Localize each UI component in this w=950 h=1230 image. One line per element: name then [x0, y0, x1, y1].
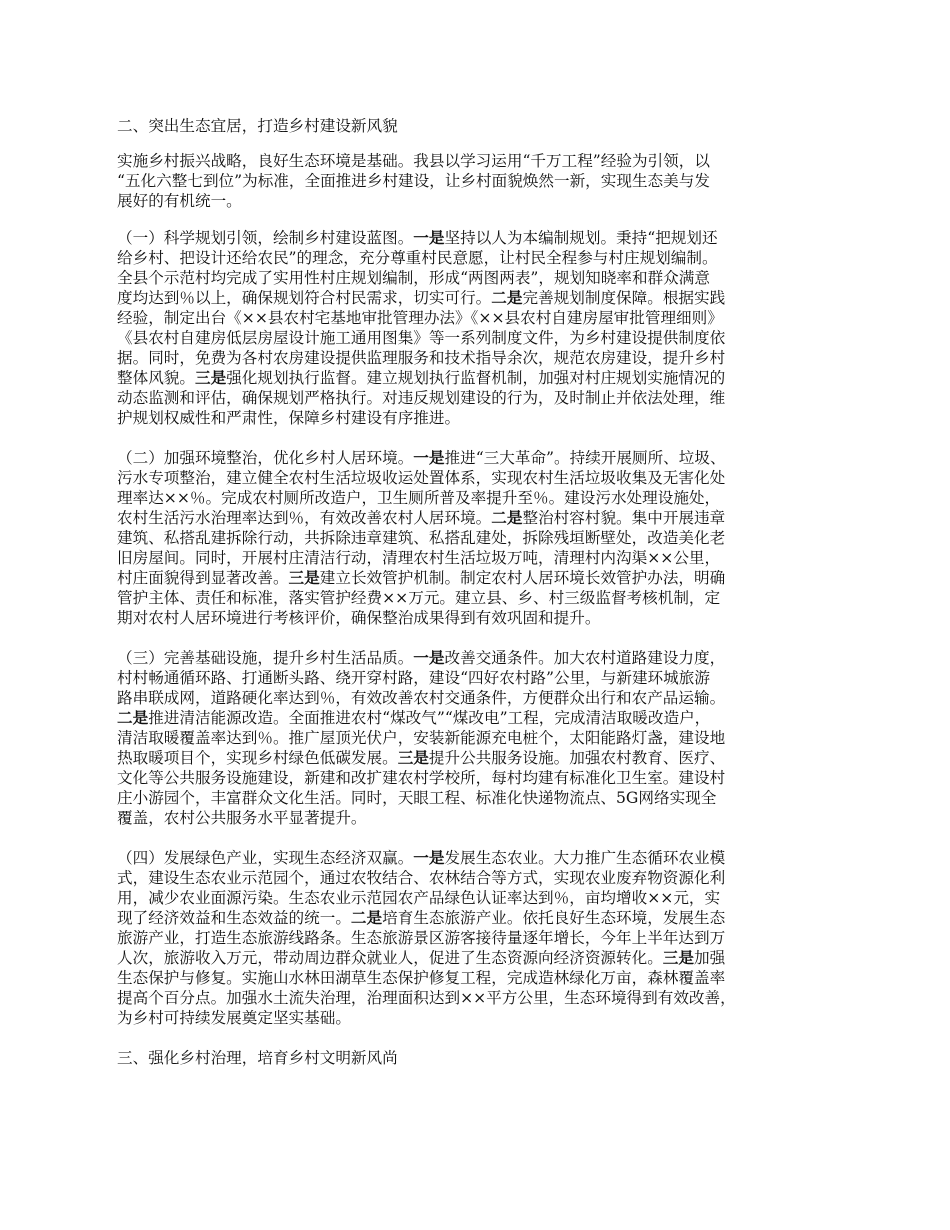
paragraph-line: [117, 908, 725, 928]
paragraph-text: 建立长效管护机制。制定农村人居环境长效管护办法，明确: [319, 569, 726, 587]
emphasis-marker: 二是: [491, 508, 523, 527]
paragraph-line: 给乡村、把设计还给农民”的理念，充分尊重村民意愿，让村民全程参与村庄规划编制。: [117, 249, 718, 267]
paragraph-line: 旧房屋间。同时，开展村庄清洁行动，清理农村生活垃圾万吨，清理村内沟渠××公里，: [117, 549, 721, 567]
subsection-title: （二）加强环境整治，优化乡村人居环境。: [117, 449, 414, 467]
section-heading: 三、强化乡村治理，培育乡村文明新风尚: [117, 1049, 398, 1067]
paragraph-text: 村庄面貌得到显著改善。: [117, 569, 289, 587]
paragraph-text: 坚持以人为本编制规划。秉持“把规划还: [444, 229, 718, 247]
paragraph-line: 《县农村自建房低层房屋设计施工通用图集》等一系列制度文件，为乡村建设提供制度依: [117, 329, 726, 347]
paragraph-text: 强化规划执行监督。建立规划执行监督机制，加强对村庄规划实施情况的: [226, 369, 726, 387]
emphasis-marker: 二是: [491, 288, 523, 307]
paragraph-line: 据。同时，免费为各村农房建设提供监理服务和技术指导余次，规范农房建设，提升乡村: [117, 349, 726, 367]
paragraph-line: 为乡村可持续发展奠定坚实基础。: [117, 1009, 351, 1027]
paragraph-line: 护规划权威性和严肃性，保障乡村建设有序推进。: [117, 409, 461, 427]
paragraph-line: 提高个百分点。加强水土流失治理，治理面积达到××平方公里，生态环境得到有效改善，: [117, 989, 736, 1007]
paragraph-line: 生态保护与修复。实施山水林田湖草生态保护修复工程，完成造林绿化万亩，森林覆盖率: [117, 969, 726, 987]
paragraph-line: 覆盖，农村公共服务水平显著提升。: [117, 809, 367, 827]
paragraph-line: 期对农村人居环境进行考核评价，确保整治成果得到有效巩固和提升。: [117, 609, 601, 627]
paragraph-line: 全县个示范村均完成了实用性村庄规划编制，形成“两图两表”，规划知晓率和群众满意: [117, 269, 710, 287]
paragraph-line: [117, 368, 725, 388]
paragraph-text: 现了经济效益和生态效益的统一。: [117, 909, 351, 927]
paragraph-text: 培育生态旅游产业。依托良好生态环境，发展生态: [382, 909, 726, 927]
paragraph-line: 管护主体、责任和标准，落实管护经费××万元。建立县、乡、村三级监督考核机制，定: [117, 589, 721, 607]
paragraph-line: 污水专项整治，建立健全农村生活垃圾收运处置体系，实现农村生活垃圾收集及无害化处: [117, 469, 726, 487]
intro-line: “五化六整七到位”为标准，全面推进乡村建设，让乡村面貌焕然一新，实现生态美与发: [117, 172, 710, 190]
paragraph-line: 用，减少农业面源污染。生态农业示范园农产品绿色认证率达到％，亩均增收××元，实: [117, 889, 721, 907]
paragraph-text: 度均达到％以上，确保规划符合村民需求，切实可行。: [117, 289, 492, 307]
emphasis-marker: 三是: [397, 748, 429, 767]
paragraph-text: 改善交通条件。加大农村道路建设力度，: [444, 649, 726, 667]
paragraph-line: 村村畅通循环路、打通断头路、绕开穿村路，建设“四好农村路”公里，与新建环城旅游: [117, 669, 710, 687]
emphasis-marker: 二是: [350, 908, 383, 927]
subsection-title: （三）完善基础设施，提升乡村生活品质。: [117, 649, 414, 667]
paragraph-line: [117, 228, 718, 248]
paragraph-line: [117, 448, 726, 468]
paragraph-line: 清洁取暖覆盖率达到％。推广屋顶光伏户，安装新能源充电桩个，太阳能路灯盏，建设地: [117, 729, 726, 747]
paragraph-line: [117, 648, 725, 668]
emphasis-marker: 一是: [413, 448, 445, 467]
emphasis-marker: 三是: [662, 948, 694, 967]
paragraph-line: [117, 508, 725, 528]
paragraph-text: 人次，旅游收入万元，带动周边群众就业人，促进了生态资源向经济资源转化。: [117, 949, 663, 967]
paragraph-text: 热取暖项目个，实现乡村绿色低碳发展。: [117, 749, 398, 767]
paragraph-line: [117, 288, 725, 308]
paragraph-line: 建筑、私搭乱建拆除行动，共拆除违章建筑、私搭乱建处，拆除残垣断壁处，改造美化老: [117, 529, 726, 547]
paragraph-line: 经验，制定出台《××县农村宅基地审批管理办法》《××县农村自建房屋审批管理细则》: [117, 309, 723, 327]
paragraph-line: 理率达××％。完成农村厕所改造户，卫生厕所普及率提升至％。建设污水处理设施处，: [117, 489, 721, 507]
section-heading: 二、突出生态宜居，打造乡村建设新风貌: [117, 117, 398, 135]
intro-line: 实施乡村振兴战略，良好生态环境是基础。我县以学习运用“千万工程”经验为引领，以: [117, 152, 710, 170]
paragraph-text: 发展生态农业。大力推广生态循环农业模: [444, 849, 726, 867]
emphasis-marker: 一是: [413, 648, 445, 667]
paragraph-text: 整治村容村貌。集中开展违章: [522, 509, 726, 527]
paragraph-text: 完善规划制度保障。根据实践: [522, 289, 726, 307]
subsection-title: （一）科学规划引领，绘制乡村建设蓝图。: [117, 229, 414, 247]
emphasis-marker: 一是: [413, 228, 445, 247]
paragraph-text: 推进清洁能源改造。全面推进农村“煤改气”“煤改电”工程，完成清洁取暖改造户，: [148, 709, 711, 727]
paragraph-line: [117, 708, 710, 728]
paragraph-text: 加强: [694, 949, 726, 967]
paragraph-line: 庄小游园个，丰富群众文化生活。同时，天眼工程、标准化快递物流点、5G网络实现全: [117, 789, 717, 807]
paragraph-text: 推进“三大革命”。持续开展厕所、垃圾、: [444, 449, 726, 467]
paragraph-line: [117, 848, 725, 868]
subsection-title: （四）发展绿色产业，实现生态经济双赢。: [117, 849, 414, 867]
emphasis-marker: 三是: [194, 368, 227, 387]
emphasis-marker: 一是: [413, 848, 445, 867]
paragraph-text: 提升公共服务设施。加强农村教育、医疗、: [428, 749, 726, 767]
paragraph-line: [117, 748, 725, 768]
intro-line: 展好的有机统一。: [117, 192, 242, 210]
paragraph-line: 式，建设生态农业示范园个，通过农牧结合、农林结合等方式，实现农业废弃物资源化利: [117, 869, 726, 887]
paragraph-line: 文化等公共服务设施建设，新建和改扩建农村学校所，每村均建有标准化卫生室。建设村: [117, 769, 726, 787]
emphasis-marker: 三是: [288, 568, 320, 587]
paragraph-line: 动态监测和评估，确保规划严格执行。对违反规划建设的行为，及时制止并依法处理，维: [117, 389, 726, 407]
paragraph-text: 农村生活污水治理率达到％，有效改善农村人居环境。: [117, 509, 492, 527]
paragraph-line: [117, 948, 725, 968]
paragraph-line: [117, 568, 725, 588]
paragraph-text: 整体风貌。: [117, 369, 195, 387]
paragraph-line: 路串联成网，道路硬化率达到％，有效改善农村交通条件，方便群众出行和农产品运输。: [117, 689, 726, 707]
emphasis-marker: 二是: [117, 708, 149, 727]
paragraph-line: 旅游产业，打造生态旅游线路条。生态旅游景区游客接待量逐年增长，今年上半年达到万: [117, 929, 726, 947]
